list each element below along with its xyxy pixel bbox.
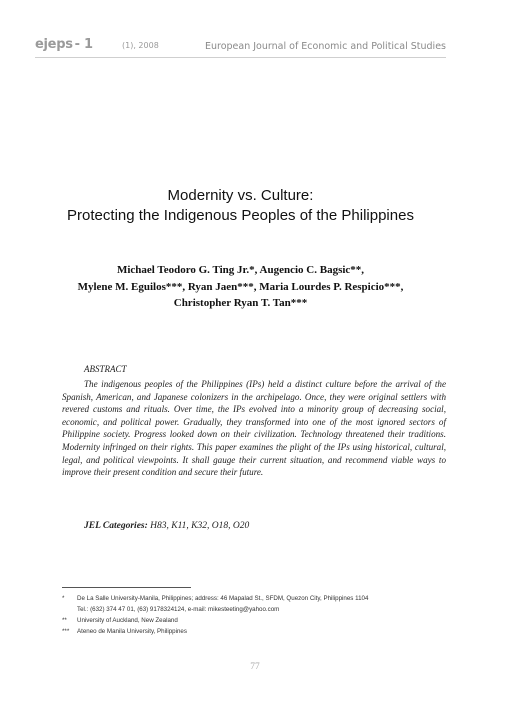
title-line-2: Protecting the Indigenous Peoples of the Philippines: [67, 207, 414, 224]
abstract-heading: ABSTRACT: [84, 364, 127, 374]
footnote-text: Tel.: (632) 374 47 01, (63) 9178324124, e-mail: mikesteeting@yahoo.com: [77, 606, 280, 613]
footnote-mark: **: [62, 617, 67, 624]
paper-title: [35, 186, 446, 226]
journal-logo: [35, 37, 93, 52]
header-rule: [35, 57, 446, 58]
footnote-text: Ateneo de Manila University, Philippines: [77, 628, 187, 635]
logo-text: ejeps: [35, 37, 73, 52]
jel-label: JEL Categories:: [84, 521, 148, 531]
footnote: [62, 593, 446, 604]
footnote-rule: [62, 587, 191, 588]
authors-line-2: Mylene M. Eguilos***, Ryan Jaen***, Maria Lourdes P. Respicio***,: [77, 280, 404, 293]
authors-line-1: Michael Teodoro G. Ting Jr.*, Augencio C. Bagsic**,: [116, 264, 365, 276]
footnote: [62, 604, 446, 615]
page-number: 77: [250, 662, 260, 672]
volume-number: - 1: [74, 37, 93, 52]
authors-line-3: Christopher Ryan T. Tan***: [173, 297, 308, 309]
jel-codes: H83, K11, K32, O18, O20: [150, 521, 250, 531]
journal-name: European Journal of Economic and Political Studies: [204, 41, 446, 52]
author-list: [35, 262, 446, 312]
footnote-mark: *: [62, 595, 65, 602]
footnote-text: University of Auckland, New Zealand: [77, 617, 178, 624]
footnote: [62, 626, 446, 637]
running-header: [35, 38, 446, 54]
footnote-text: De La Salle University-Manila, Philippines; address: 46 Mapalad St., SFDM, Quezon City, Philippines 1104: [77, 595, 369, 602]
footnote: [62, 615, 446, 626]
footnotes: [62, 593, 446, 637]
jel-categories: [84, 521, 249, 531]
title-line-1: Modernity vs. Culture:: [167, 187, 314, 204]
footnote-mark: ***: [62, 628, 70, 635]
abstract-body: The indigenous peoples of the Philippines (IPs) held a distinct culture before the arrival of the Spanish, American, and Japanese colonizers in the archipelago. Once, they were original settlers with revered customs and rituals. Over time, the IPs evolved into a minority group of decreasing social, economic, and political power. Gradually, they transformed into one of the most ignored sectors of Philippine society. Progress looked down on their civilization. Technology threatened their traditions. Modernity infringed on their rights. This paper examines the plight of the IPs using historical, cultural, legal, and political viewpoints. It shall gauge their current situation, and recommend viable ways to improve their present condition and secure their future.: [62, 379, 446, 478]
issue-info: (1), 2008: [122, 41, 159, 50]
